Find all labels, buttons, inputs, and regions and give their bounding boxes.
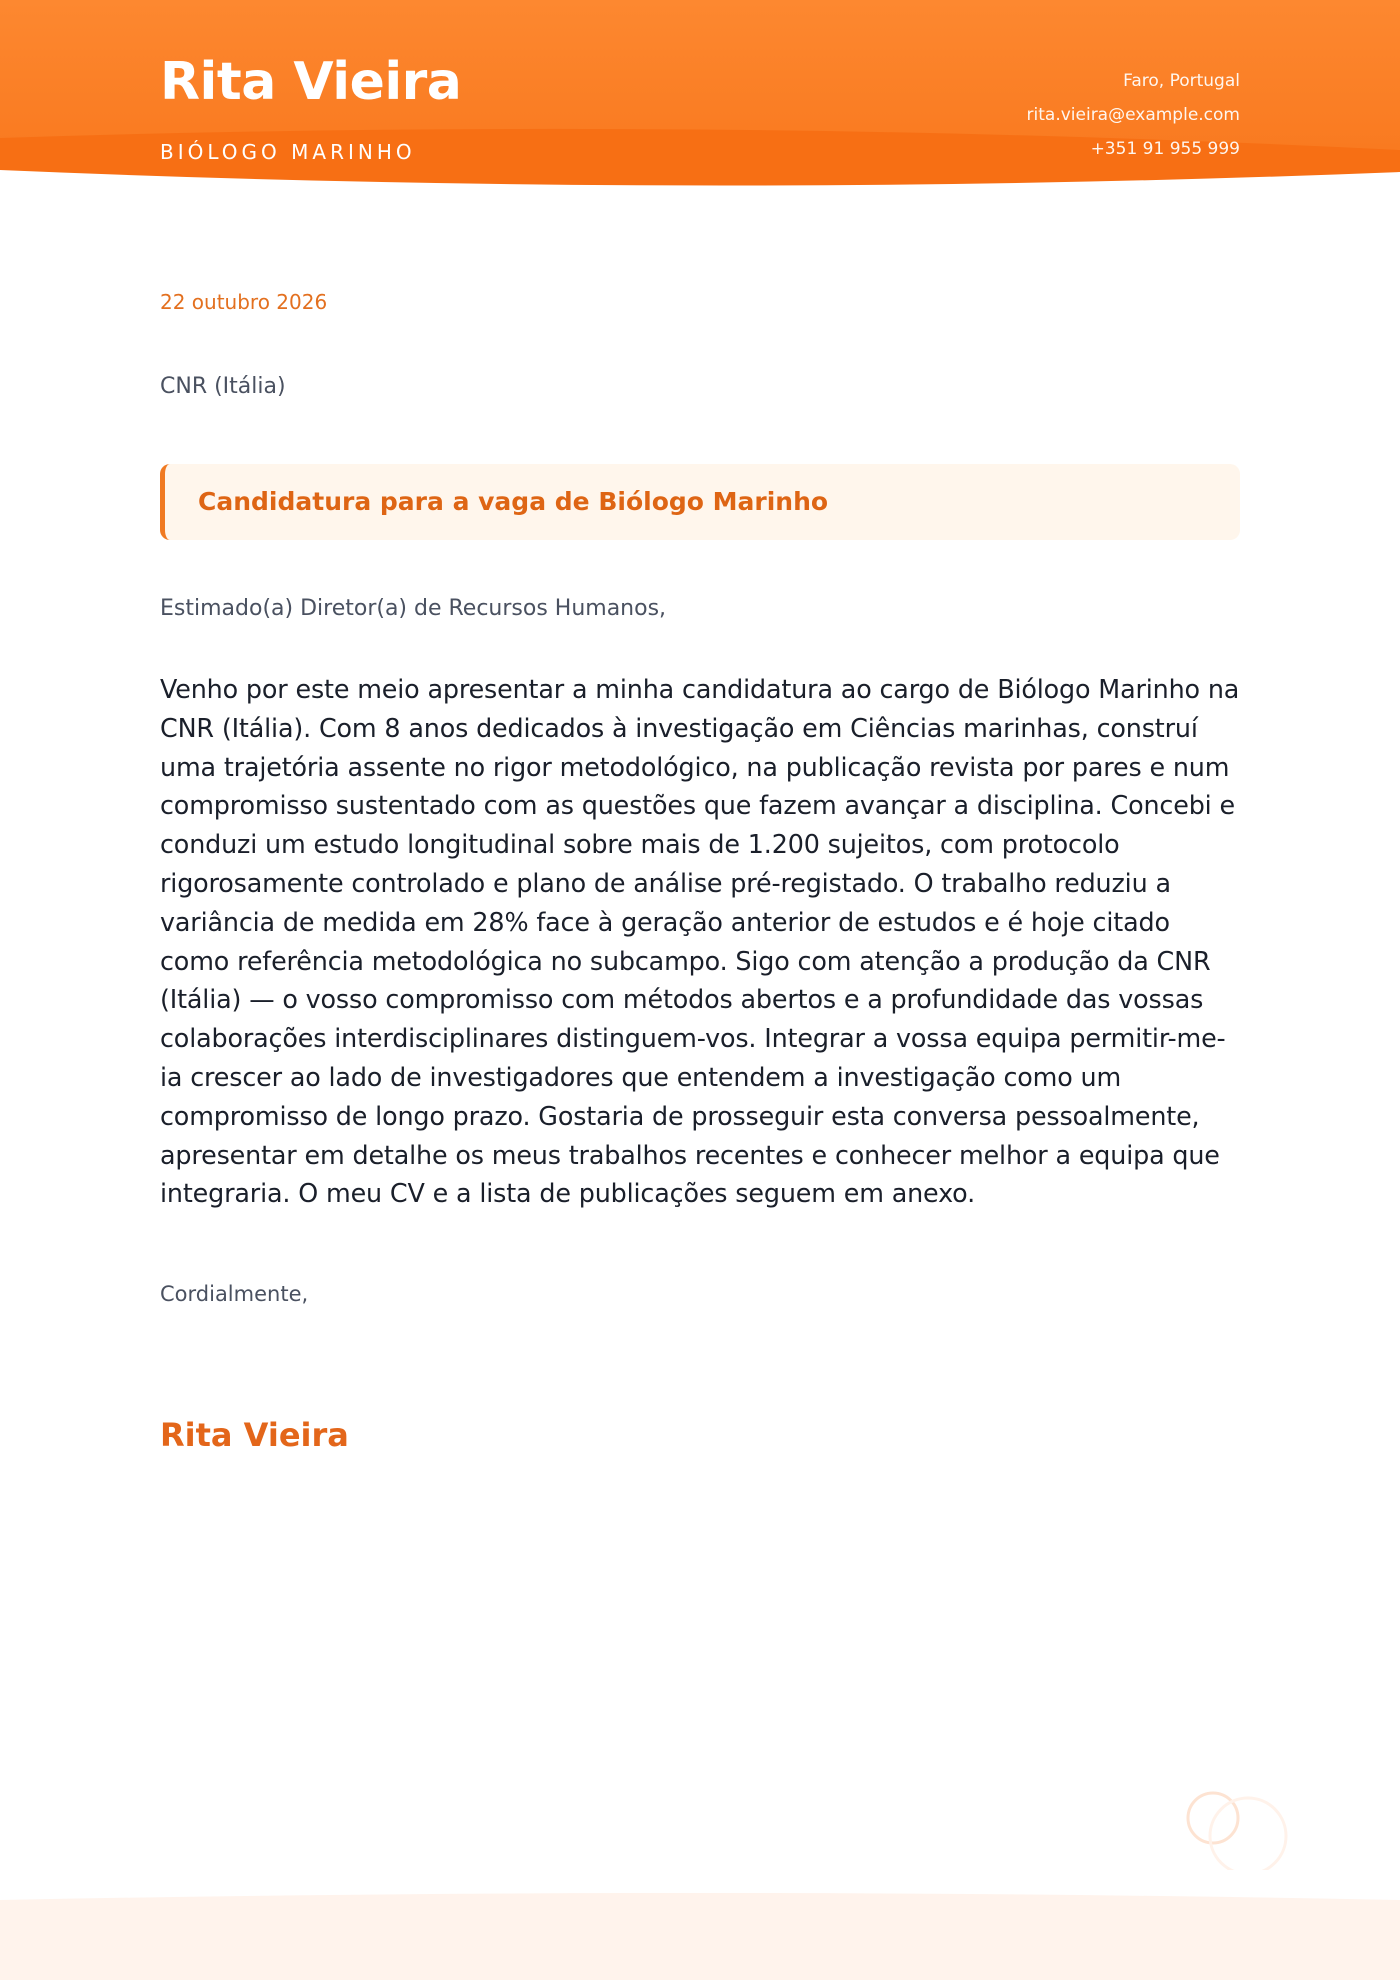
subject-box — [160, 464, 1240, 540]
letter-greeting: Estimado(a) Diretor(a) de Recursos Humanos, — [160, 596, 667, 621]
letter-body: Venho por este meio apresentar a minha candidatura ao cargo de Biólogo Marinho na CNR (Itália). Com 8 anos dedicados à investigação em Ciências marinhas, construí uma trajetória assente no rigor metodológico, na publicação revista por pares e num compromisso sustentado com as questões que fazem avançar a disciplina. Concebi e conduzi um estudo longitudinal sobre mais de 1.200 sujeitos, com protocolo rigorosamente controlado e plano de análise pré-registado. O trabalho reduziu a variância de medida em 28% face à geração anterior de estudos e é hoje citado como referência metodológica no subcampo. Sigo com atenção a produção da CNR (Itália) — o vosso compromisso com métodos abertos e a profundidade das vossas colaborações interdisciplinares distinguem-vos. Integrar a vossa equipa permitir-me-ia crescer ao lado de investigadores que entendem a investigação como um compromisso de longo prazo. Gostaria de prosseguir esta conversa pessoalmente, apresentar em detalhe os meus trabalhos recentes e conhecer melhor a equipa que integraria. O meu CV e a lista de publicações seguem em anexo. — [160, 674, 1240, 1209]
letter-date: 22 outubro 2026 — [160, 290, 328, 314]
signature-name: Rita Vieira — [160, 1416, 349, 1454]
subject-line: Candidatura para a vaga de Biólogo Marinho — [198, 487, 829, 516]
contact-phone[interactable]: +351 91 955 999 — [1090, 139, 1240, 159]
applicant-name: Rita Vieira — [160, 52, 462, 112]
contact-location: Faro, Portugal — [1123, 71, 1240, 91]
letter-header — [0, 0, 1400, 190]
letter-recipient: CNR (Itália) — [160, 374, 286, 399]
decorative-circles — [1180, 1790, 1290, 1870]
contact-email[interactable]: rita.vieira@example.com — [1026, 105, 1240, 125]
contact-info — [1027, 64, 1240, 166]
letter-closing: Cordialmente, — [160, 1282, 309, 1306]
footer-band — [0, 1890, 1400, 1980]
applicant-role: BIÓLOGO MARINHO — [160, 140, 416, 164]
